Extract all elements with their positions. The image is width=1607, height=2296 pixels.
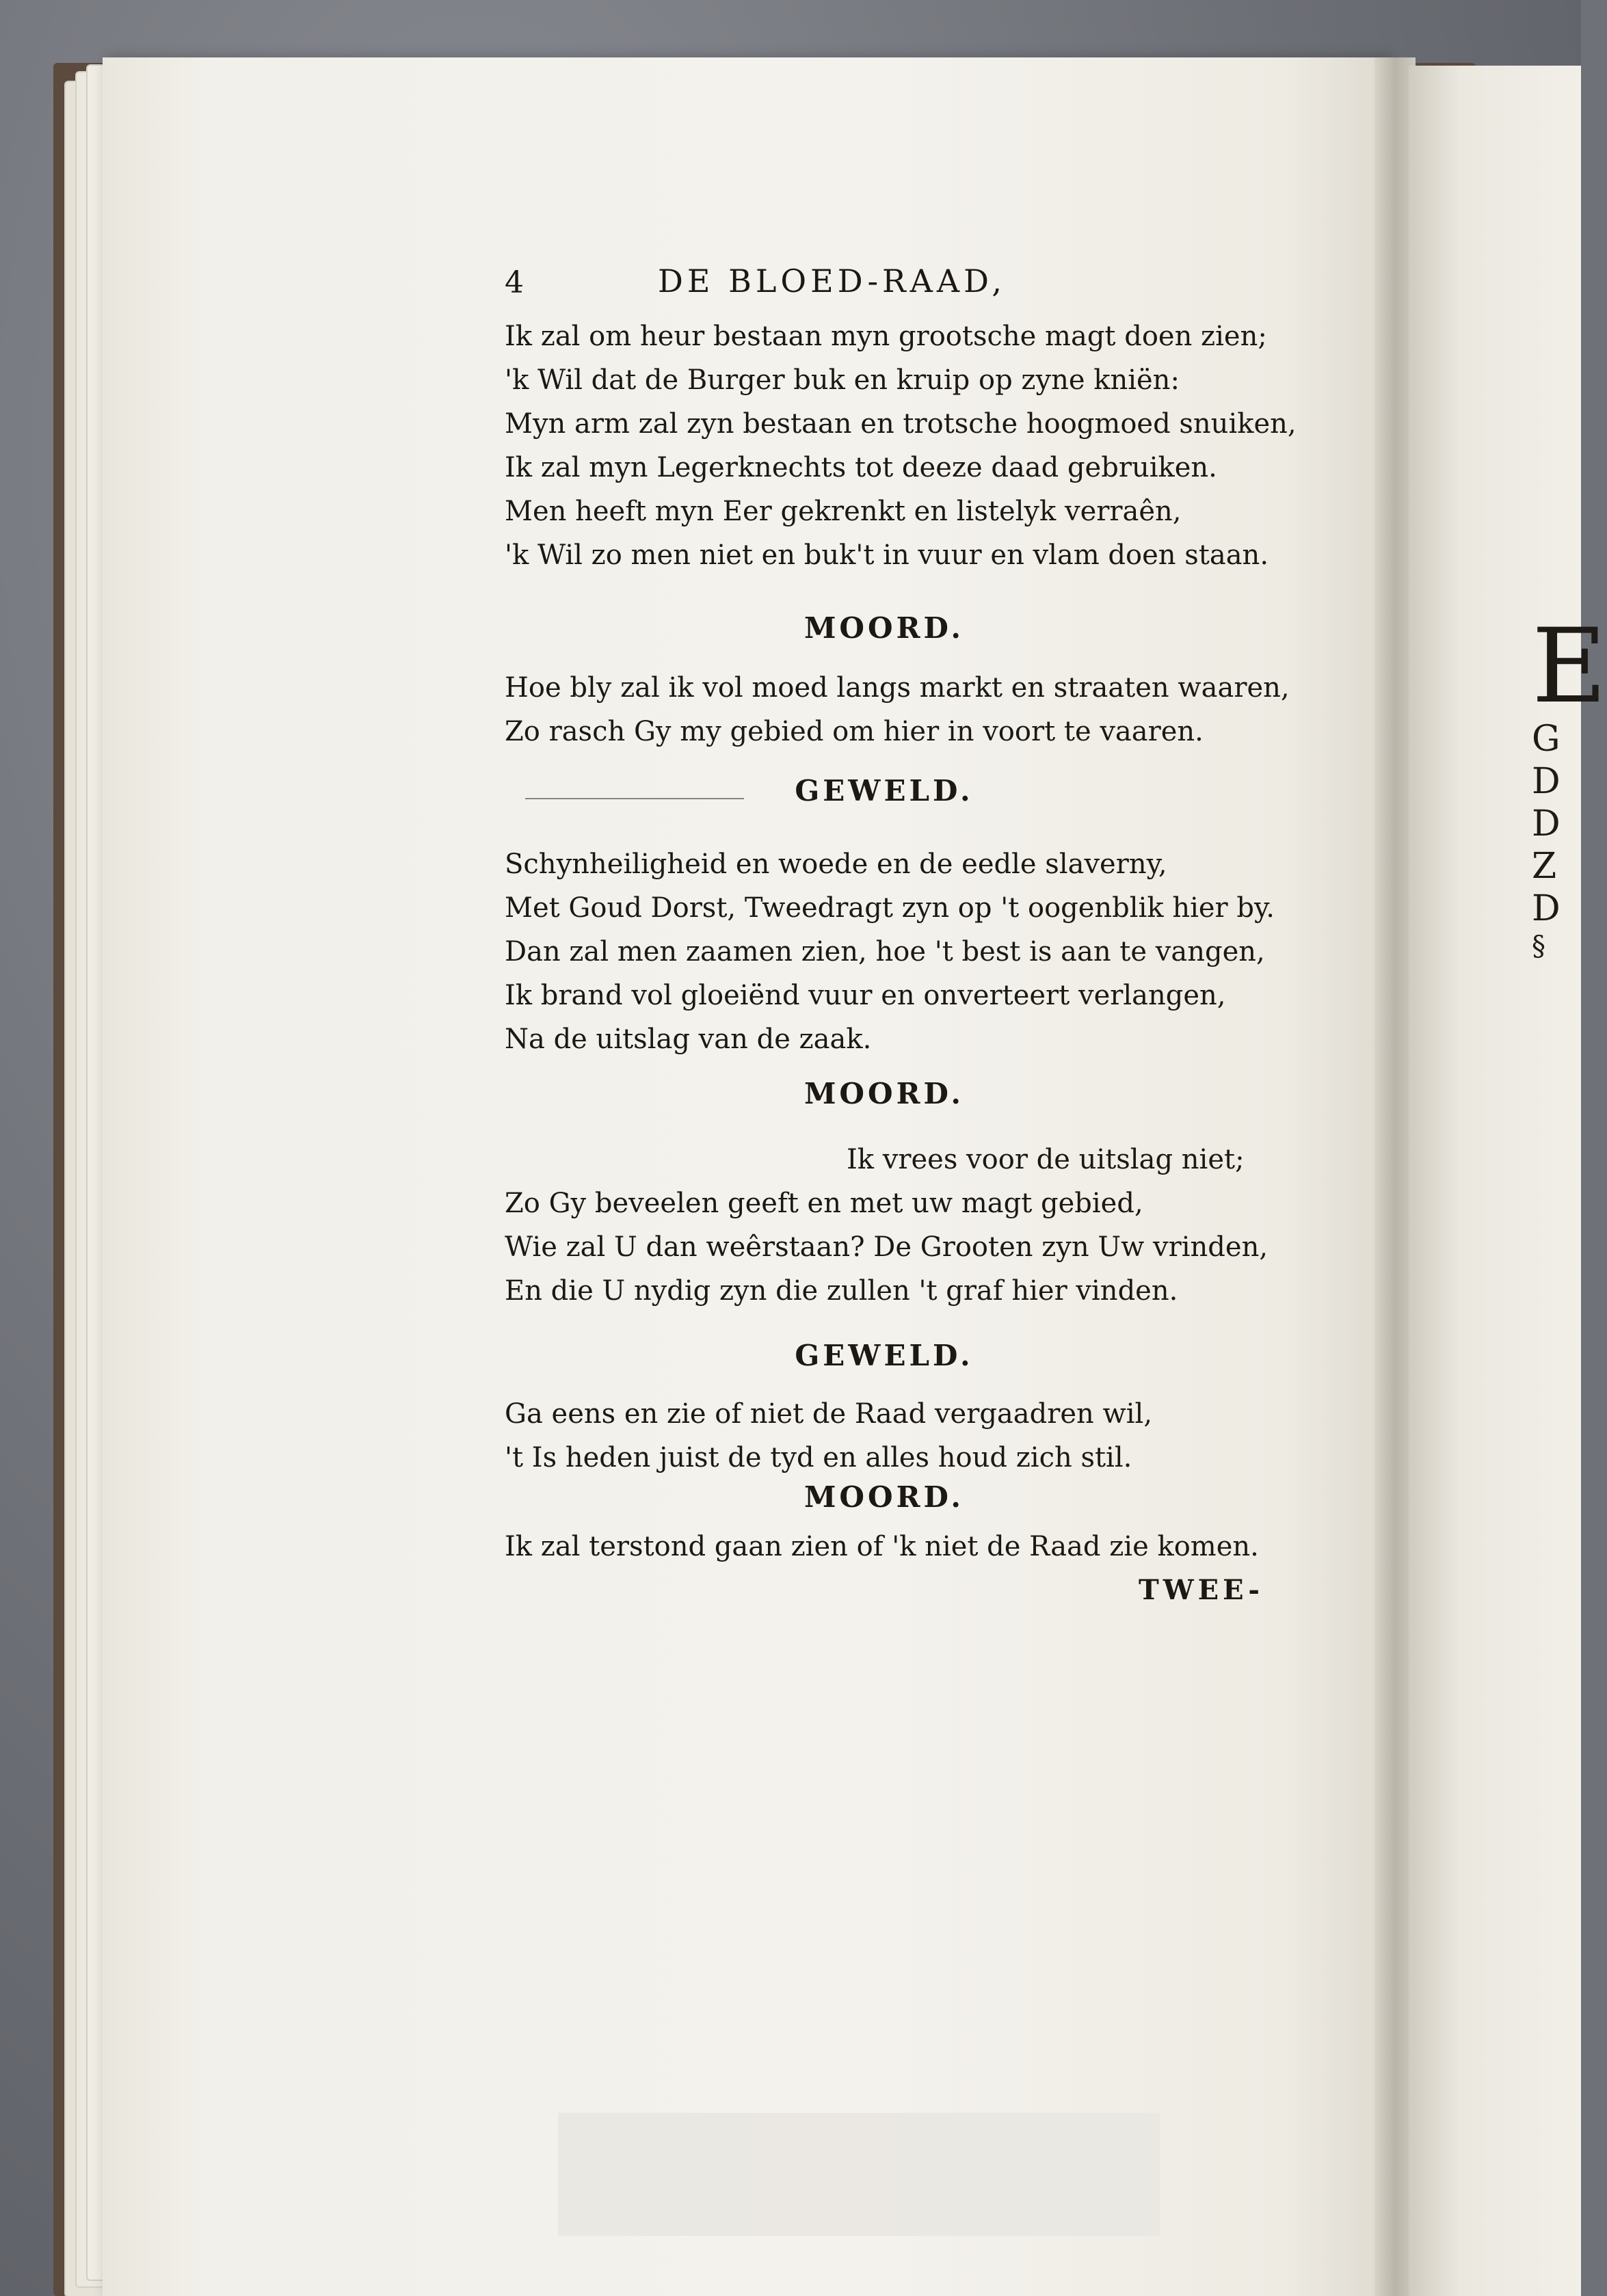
verse-line: Zo Gy beveelen geeft en met uw magt gebied, [505,1188,1143,1219]
verse-line: Ik zal terstond gaan zien of 'k niet de Raad zie komen. [505,1531,1259,1562]
stanza [505,1392,1264,1480]
speaker-heading: GEWELD. [795,1339,974,1372]
facing-page-letter: D [1532,803,1560,844]
verse-line: Na de uitslag van de zaak. [505,1024,872,1055]
verse-line: Ga eens en zie of niet de Raad vergaadren wil, [505,1398,1153,1430]
speaker-heading: MOORD. [804,1480,965,1514]
facing-page-fragment [1532,607,1607,963]
facing-page-initial: E [1532,607,1607,726]
page-header [505,260,1264,315]
redaction-patch [558,2113,1160,2236]
stanza [505,1515,1264,1569]
verse-line: Ik brand vol gloeiënd vuur en onverteert verlangen, [505,980,1226,1011]
verse-line: Met Goud Dorst, Tweedragt zyn op 't oogenblik hier by. [505,892,1275,924]
page-text [505,260,1297,1612]
facing-page-mark: § [1532,931,1545,962]
stanza [505,315,1297,577]
running-title: DE BLOED-RAAD, [658,263,1006,299]
verse-line: Dan zal men zaamen zien, hoe 't best is aan te vangen, [505,936,1265,967]
page-number: 4 [505,265,524,300]
verse-line: Schynheiligheid en woede en de eedle slaverny, [505,849,1167,880]
verse-line: 'k Wil dat de Burger buk en kruip op zyne kniën: [505,364,1180,396]
verse-line: Wie zal U dan weêrstaan? De Grooten zyn Uw vrinden, [505,1231,1269,1263]
stanza [505,666,1290,753]
right-page [1409,66,1581,2296]
speaker-heading: MOORD. [804,1077,965,1110]
stanza [505,1127,1269,1313]
verse-line: Myn arm zal zyn bestaan en trotsche hoogmoed snuiken, [505,408,1297,440]
facing-page-letter: Z [1532,846,1557,887]
verse-line: 't Is heden juist de tyd en alles houd zich stil. [505,1442,1132,1473]
speaker-heading: MOORD. [804,611,965,645]
stanza [505,842,1275,1061]
verse-line: Ik zal myn Legerknechts tot deeze daad gebruiken. [505,452,1217,483]
catchword: TWEE- [1138,1574,1264,1606]
verse-line: Ik vrees voor de uitslag niet; [847,1144,1245,1175]
verse-line: Hoe bly zal ik vol moed langs markt en straaten waaren, [505,672,1290,704]
facing-page-letter: D [1532,888,1560,929]
verse-line: Men heeft myn Eer gekrenkt en listelyk verraên, [505,496,1182,527]
verse-line: 'k Wil zo men niet en buk't in vuur en vlam doen staan. [505,539,1269,571]
facing-page-letter: G [1532,719,1560,760]
verse-line: Ik zal om heur bestaan myn grootsche magt doen zien; [505,321,1267,352]
facing-page-letter: D [1532,761,1560,802]
verse-line: Zo rasch Gy my gebied om hier in voort te vaaren. [505,716,1204,747]
speaker-heading: GEWELD. [505,753,1264,842]
verse-line: En die U nydig zyn die zullen 't graf hier vinden. [505,1275,1178,1307]
